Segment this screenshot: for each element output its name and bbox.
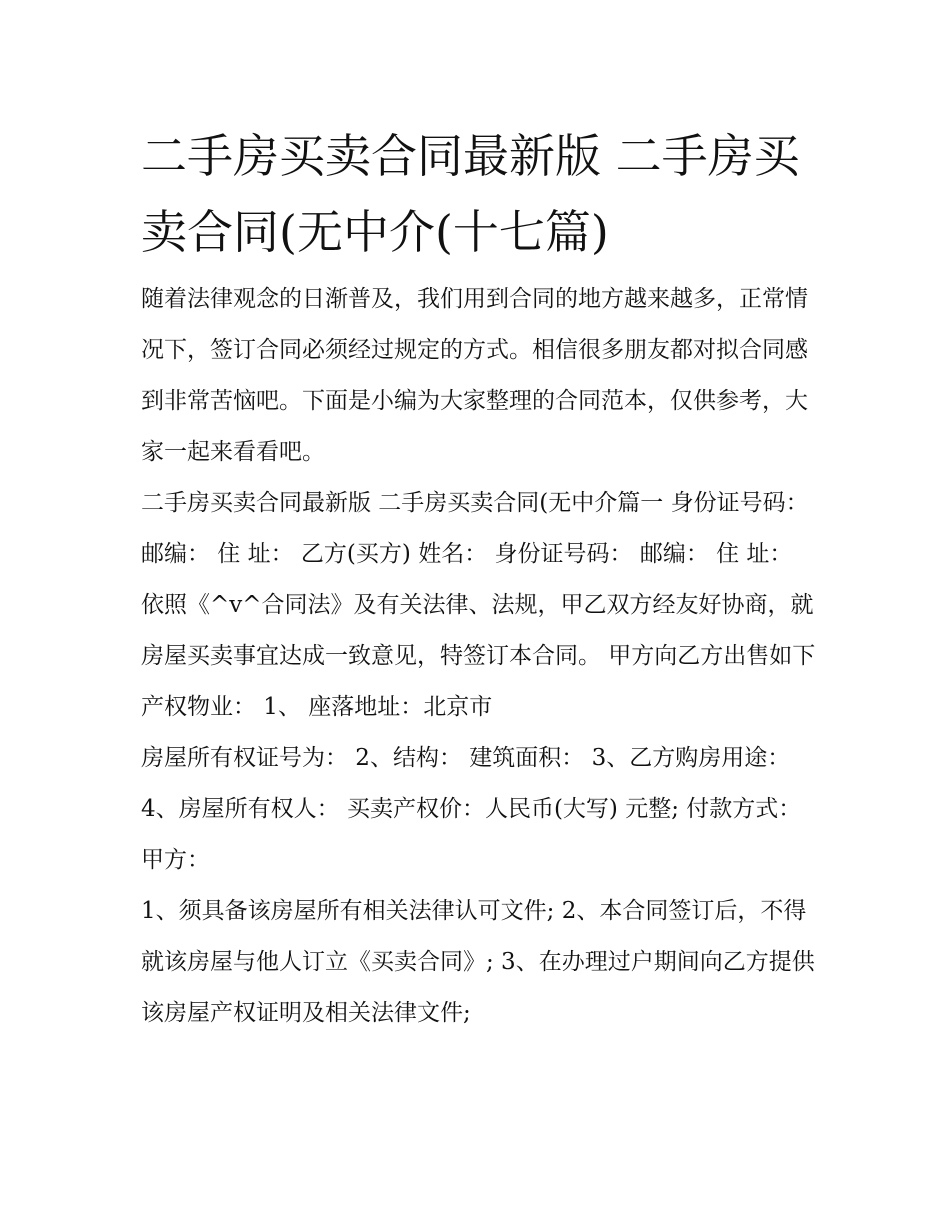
- document-title: 二手房买卖合同最新版 二手房买卖合同(无中介(十七篇): [141, 129, 800, 259]
- paragraph-agreement-basis: 依照《^v^合同法》及有关法律、法规，甲乙双方经友好协商，就房屋买卖事宜达成一致意见，特签订本合同。 甲方向乙方出售如下产权物业： 1、 座落地址：北京市: [141, 592, 816, 720]
- paragraph-property-details: 房屋所有权证号为： 2、结构： 建筑面积： 3、乙方购房用途： 4、房屋所有权人： 买卖产权价：人民币(大写) 元整; 付款方式： 甲方：: [141, 745, 802, 873]
- document-body: [141, 274, 821, 1039]
- paragraph-seller-obligations: 1、须具备该房屋所有相关法律认可文件; 2、本合同签订后，不得就该房屋与他人订立《买卖合同》; 3、在办理过户期间向乙方提供该房屋产权证明及相关法律文件;: [141, 898, 815, 1026]
- paragraph-party-info: 二手房买卖合同最新版 二手房买卖合同(无中介篇一 身份证号码： 邮编： 住 址： 乙方(买方) 姓名： 身份证号码： 邮编： 住 址：: [141, 490, 809, 567]
- paragraph-intro: 随着法律观念的日渐普及，我们用到合同的地方越来越多，正常情况下，签订合同必须经过规定的方式。相信很多朋友都对拟合同感到非常苦恼吧。下面是小编为大家整理的合同范本，仅供参考，大家一起来看看吧。: [141, 286, 808, 465]
